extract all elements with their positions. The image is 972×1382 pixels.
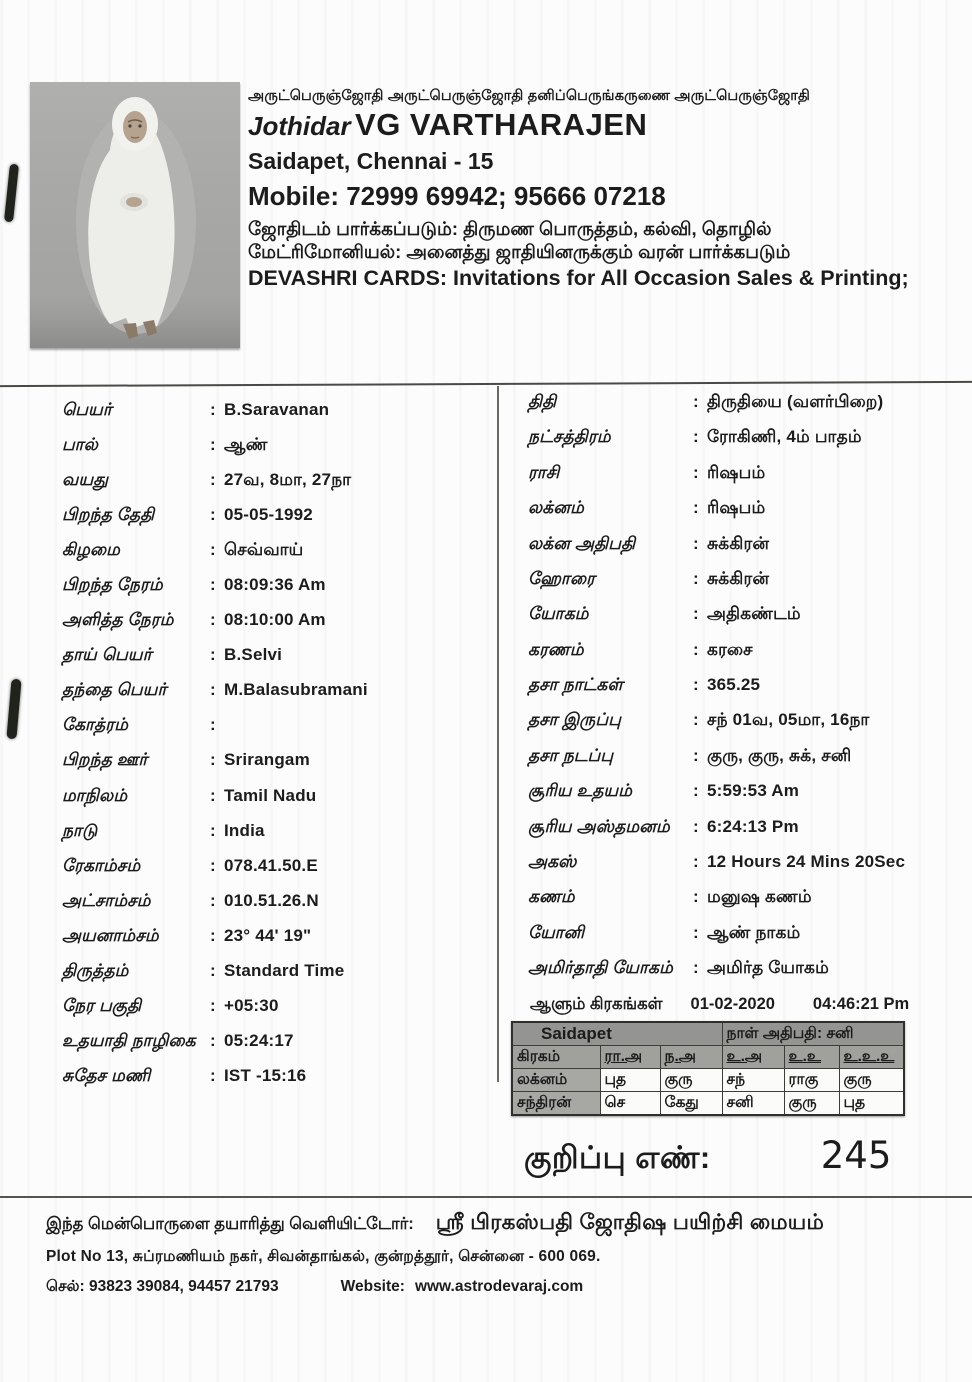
colon-separator: : xyxy=(210,1030,216,1050)
detail-row xyxy=(528,746,964,768)
field-label: ரேகாம்சம் xyxy=(62,855,141,875)
table-day-lord: நாள் அதிபதி: சனி xyxy=(722,1022,904,1046)
field-label: ஹோரை xyxy=(528,568,596,588)
colon-separator: : xyxy=(693,392,699,411)
binding-mark-icon xyxy=(4,164,19,223)
table-cell: சனி xyxy=(722,1092,784,1116)
field-label: தாய் பெயர் xyxy=(62,645,152,665)
field-label: ராசி xyxy=(528,462,560,482)
column-header: உ.அ xyxy=(722,1046,784,1069)
detail-row xyxy=(528,498,964,520)
field-label: நட்சத்திரம் xyxy=(528,427,611,447)
field-value: 05:24:17 xyxy=(224,1030,294,1050)
ruling-planets-time: 04:46:21 Pm xyxy=(812,995,910,1013)
footer xyxy=(46,1210,946,1297)
note-number-line xyxy=(524,1134,891,1180)
publisher-name: ஸ்ரீ பிரகஸ்பதி ஜோதிஷ பயிற்சி மையம் xyxy=(435,1210,825,1234)
column-header: உ.உ xyxy=(784,1046,839,1069)
astrologer-title-prefix: Jothidar xyxy=(248,111,351,142)
detail-row xyxy=(62,610,482,632)
field-label: திதி xyxy=(528,392,557,411)
ruling-planets-title: ஆளும் கிரகங்கள் xyxy=(530,995,663,1013)
field-label: கோத்ரம் xyxy=(62,715,129,735)
detail-row xyxy=(62,891,482,913)
field-value: 12 Hours 24 Mins 20Sec xyxy=(707,851,906,871)
field-value: IST -15:16 xyxy=(224,1065,307,1085)
field-value: கரசை xyxy=(707,639,753,659)
field-value: சுக்கிரன் xyxy=(707,533,770,553)
detail-row xyxy=(62,645,482,667)
colon-separator: : xyxy=(210,400,216,419)
field-value: மனுஷ கணம் xyxy=(707,887,812,907)
field-label: அமிர்தாதி யோகம் xyxy=(528,958,673,977)
field-value: B.Saravanan xyxy=(224,400,330,419)
table-place: Saidapet xyxy=(512,1022,722,1046)
saint-photo xyxy=(30,82,240,348)
publisher-prefix: இந்த மென்பொருளை தயாரித்து வெளியிட்டோர்: xyxy=(46,1215,414,1233)
detail-row xyxy=(62,680,482,702)
colon-separator: : xyxy=(693,745,699,765)
colon-separator: : xyxy=(210,925,216,945)
colon-separator: : xyxy=(693,781,699,801)
astrologer-mobile: Mobile: 72999 69942; 95666 07218 xyxy=(248,180,666,211)
detail-row xyxy=(62,961,482,983)
field-label: யோனி xyxy=(528,922,585,942)
colon-separator: : xyxy=(693,498,699,518)
header xyxy=(248,88,970,290)
row-label: லக்னம் xyxy=(512,1069,600,1092)
field-value: M.Balasubramani xyxy=(224,680,368,700)
website-label: Website: xyxy=(340,1278,405,1295)
detail-row xyxy=(528,675,964,697)
field-value: 6:24:13 Pm xyxy=(707,816,799,836)
note-number-label: குறிப்பு எண்: xyxy=(524,1140,711,1175)
colon-separator: : xyxy=(210,1065,216,1085)
publisher-address: Plot No 13, சுப்ரமணியம் நகர், சிவன்தாங்கல், குன்றத்தூர், சென்னை - 600 069. xyxy=(46,1248,601,1265)
colon-separator: : xyxy=(210,715,216,735)
field-value: குரு, குரு, சுக், சனி xyxy=(707,745,852,765)
field-label: பெயர் xyxy=(62,400,112,419)
table-title-row xyxy=(512,1022,904,1046)
detail-row xyxy=(62,1031,482,1053)
field-label: கிழமை xyxy=(62,540,120,560)
colon-separator: : xyxy=(210,995,216,1015)
publisher-phone: செல்: 93823 39084, 94457 21793 xyxy=(46,1278,279,1295)
detail-row xyxy=(62,540,482,562)
column-header: கிரகம் xyxy=(512,1046,600,1069)
colon-separator: : xyxy=(693,851,699,871)
detail-row xyxy=(528,781,964,803)
colon-separator: : xyxy=(693,604,699,624)
cards-business-line: DEVASHRI CARDS: Invitations for All Occasion Sales & Printing; xyxy=(248,266,909,291)
colon-separator: : xyxy=(693,533,699,553)
detail-row xyxy=(528,392,964,414)
colon-separator: : xyxy=(210,680,216,700)
ruling-planets-caption xyxy=(530,995,950,1016)
field-value: 5:59:53 Am xyxy=(707,781,800,801)
column-header: ரா.அ xyxy=(600,1046,660,1069)
field-label: சுதேச மணி xyxy=(62,1065,151,1085)
detail-row xyxy=(62,750,482,772)
field-label: பால் xyxy=(62,435,99,455)
field-label: லக்ன அதிபதி xyxy=(528,533,636,553)
detail-row xyxy=(62,996,482,1018)
table-cell: புத xyxy=(600,1069,660,1092)
field-value: ரோகிணி, 4ம் பாதம் xyxy=(707,427,862,447)
field-value: 010.51.26.N xyxy=(224,890,319,910)
detail-row xyxy=(528,604,964,626)
field-label: தந்தை பெயர் xyxy=(62,680,167,700)
field-value: 078.41.50.E xyxy=(224,855,318,875)
field-label: நேர பகுதி xyxy=(62,995,142,1015)
colon-separator: : xyxy=(693,958,699,977)
field-value: ரிஷபம் xyxy=(707,462,766,482)
field-label: சூரிய உதயம் xyxy=(528,781,633,801)
detail-row xyxy=(528,923,964,945)
colon-separator: : xyxy=(210,610,216,630)
ruling-planets-date: 01-02-2020 xyxy=(690,995,775,1013)
website-url: www.astrodevaraj.com xyxy=(414,1278,584,1295)
field-label: தசா நாட்கள் xyxy=(528,675,624,694)
field-label: தசா நடப்பு xyxy=(528,745,614,765)
field-value: Tamil Nadu xyxy=(224,785,317,805)
colon-separator: : xyxy=(210,505,216,525)
astrologer-name: VG VARTHARAJEN xyxy=(355,107,648,143)
field-label: மாநிலம் xyxy=(62,785,128,805)
binding-mark-icon xyxy=(6,679,21,740)
field-label: அகஸ் xyxy=(528,851,577,871)
field-label: கரணம் xyxy=(528,639,584,659)
field-value: 27வ, 8மா, 27நா xyxy=(224,470,352,490)
detail-row xyxy=(528,534,964,556)
field-value: ஆண் நாகம் xyxy=(707,922,801,942)
field-label: தசா இருப்பு xyxy=(528,710,622,730)
table-row xyxy=(512,1092,904,1116)
field-value: செவ்வாய் xyxy=(224,540,304,560)
colon-separator: : xyxy=(693,816,699,836)
detail-row xyxy=(528,710,964,732)
mantra-line: அருட்பெருஞ்ஜோதி அருட்பெருஞ்ஜோதி தனிப்பெருங்கருணை அருட்பெருஞ்ஜோதி xyxy=(248,88,811,104)
ruling-planets-table xyxy=(511,1021,905,1116)
field-value: 08:09:36 Am xyxy=(224,575,326,595)
table-row xyxy=(512,1069,904,1092)
detail-row xyxy=(62,400,482,422)
colon-separator: : xyxy=(693,675,699,694)
colon-separator: : xyxy=(210,645,216,665)
detail-row xyxy=(62,821,482,843)
astrologer-title xyxy=(248,108,970,143)
colon-separator: : xyxy=(693,568,699,588)
colon-separator: : xyxy=(210,820,216,840)
detail-row xyxy=(62,715,482,737)
colon-separator: : xyxy=(693,462,699,482)
table-cell: ராகு xyxy=(784,1069,839,1092)
field-value: 23° 44' 19" xyxy=(224,925,312,945)
field-label: பிறந்த நேரம் xyxy=(62,575,163,595)
header-divider xyxy=(0,381,972,387)
field-value: அமிர்த யோகம் xyxy=(707,958,829,977)
detail-row xyxy=(528,640,964,662)
field-label: பிறந்த ஊர் xyxy=(62,750,148,770)
field-value: India xyxy=(224,820,265,840)
colon-separator: : xyxy=(693,427,699,447)
field-value: ரிஷபம் xyxy=(707,498,766,518)
field-label: யோகம் xyxy=(528,604,589,624)
colon-separator: : xyxy=(210,540,216,560)
colon-separator: : xyxy=(693,887,699,907)
field-value: ஆண் xyxy=(224,435,268,455)
colon-separator: : xyxy=(210,960,216,980)
detail-row xyxy=(62,470,482,492)
colon-separator: : xyxy=(693,922,699,942)
field-label: அளித்த நேரம் xyxy=(62,610,174,630)
field-value: +05:30 xyxy=(224,995,279,1015)
personal-details-column xyxy=(62,400,482,1088)
field-label: அட்சாம்சம் xyxy=(62,890,151,910)
table-cell: குரு xyxy=(839,1069,904,1092)
table-cell: குரு xyxy=(784,1092,839,1116)
colon-separator: : xyxy=(210,575,216,595)
detail-row xyxy=(62,575,482,597)
column-header: உ.உ.உ xyxy=(839,1046,904,1069)
field-label: அயனாம்சம் xyxy=(62,925,159,945)
colon-separator: : xyxy=(210,435,216,455)
detail-row xyxy=(62,786,482,808)
field-value: B.Selvi xyxy=(224,645,283,665)
field-label: லக்னம் xyxy=(528,498,584,518)
column-divider xyxy=(497,386,499,1082)
colon-separator: : xyxy=(210,855,216,875)
field-label: திருத்தம் xyxy=(62,960,129,980)
note-number-value: 245 xyxy=(820,1134,892,1177)
field-label: சூரிய அஸ்தமனம் xyxy=(528,816,670,836)
detail-row xyxy=(528,569,964,591)
field-value: 365.25 xyxy=(707,675,761,694)
colon-separator: : xyxy=(693,710,699,730)
detail-row xyxy=(62,1066,482,1088)
field-value: சந் 01வ, 05மா, 16நா xyxy=(707,710,870,730)
detail-row xyxy=(62,505,482,527)
table-cell: கேது xyxy=(660,1092,722,1116)
detail-row xyxy=(528,958,964,980)
colon-separator: : xyxy=(210,890,216,910)
detail-row xyxy=(62,435,482,457)
colon-separator: : xyxy=(693,639,699,659)
contact-line xyxy=(46,1278,946,1297)
services-line-2: மேட்ரிமோனியல்: அனைத்து ஜாதியினருக்கும் வரன் பார்க்கபடும் xyxy=(248,240,791,262)
field-label: வயது xyxy=(62,470,109,490)
astro-details-column xyxy=(528,392,964,980)
table-cell: புத xyxy=(839,1092,904,1116)
field-value: Standard Time xyxy=(224,960,345,980)
field-value: 08:10:00 Am xyxy=(224,610,326,630)
field-label: உதயாதி நாழிகை xyxy=(62,1030,196,1050)
detail-row xyxy=(528,427,964,449)
field-label: பிறந்த தேதி xyxy=(62,505,155,525)
astrologer-address: Saidapet, Chennai - 15 xyxy=(248,147,494,174)
row-label: சந்திரன் xyxy=(512,1092,600,1116)
field-label: கணம் xyxy=(528,887,575,907)
footer-divider xyxy=(0,1196,972,1198)
colon-separator: : xyxy=(210,750,216,770)
table-cell: குரு xyxy=(660,1069,722,1092)
services-line-1: ஜோதிடம் பார்க்கப்படும்: திருமண பொருத்தம், கல்வி, தொழில் xyxy=(248,217,772,239)
detail-row xyxy=(62,856,482,878)
detail-row xyxy=(62,926,482,948)
field-value: சுக்கிரன் xyxy=(707,568,770,588)
table-cell: செ xyxy=(600,1092,660,1116)
colon-separator: : xyxy=(210,785,216,805)
detail-row xyxy=(528,887,964,909)
detail-row xyxy=(528,463,964,485)
column-header: ந.அ xyxy=(660,1046,722,1069)
publisher-line xyxy=(46,1210,946,1237)
detail-row xyxy=(528,817,964,839)
table-header-row xyxy=(512,1046,904,1069)
saint-photo-illustration xyxy=(30,82,240,348)
field-label: நாடு xyxy=(62,820,98,840)
field-value: அதிகண்டம் xyxy=(707,604,801,624)
field-value: 05-05-1992 xyxy=(224,505,313,525)
colon-separator: : xyxy=(210,470,216,490)
field-value: திருதியை (வளர்பிறை) xyxy=(707,392,884,411)
detail-row xyxy=(528,852,964,874)
table-cell: சந் xyxy=(722,1069,784,1092)
field-value: Srirangam xyxy=(224,750,310,770)
